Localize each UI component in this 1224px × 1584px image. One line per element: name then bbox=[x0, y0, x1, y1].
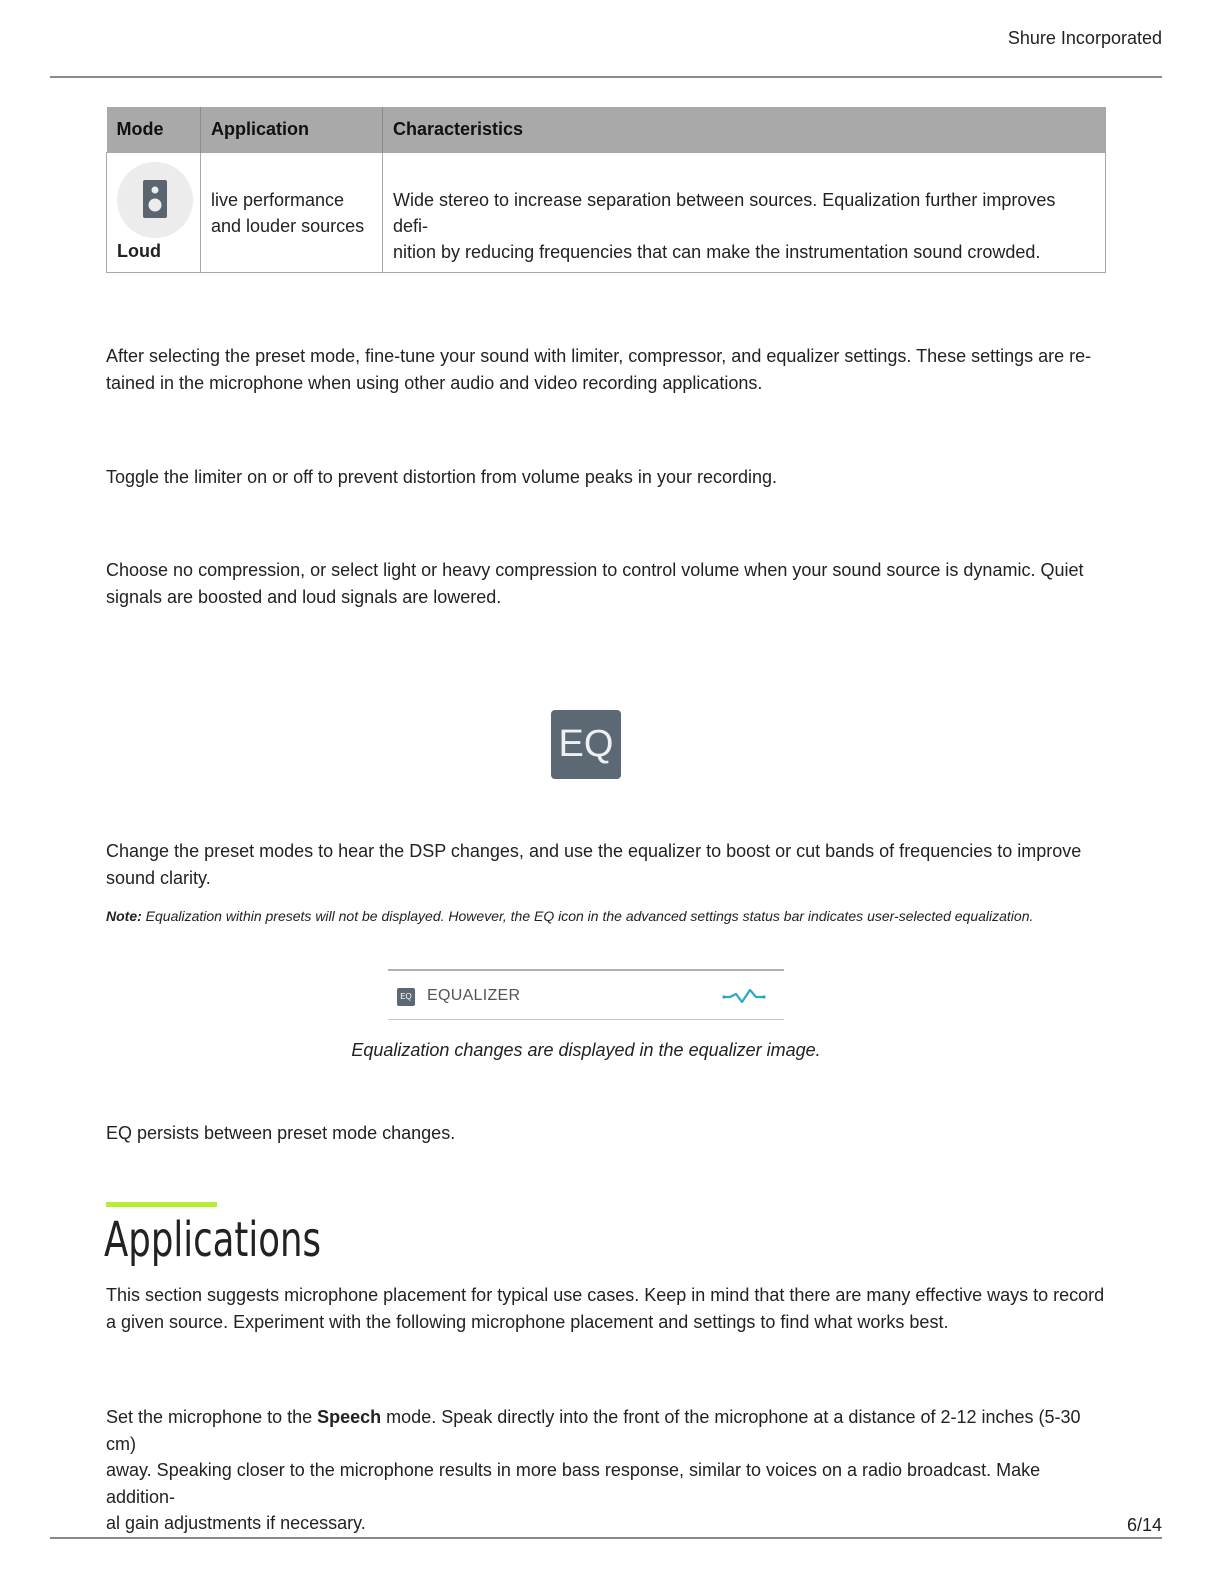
section-accent-bar bbox=[106, 1202, 217, 1207]
mode-label: Loud bbox=[117, 240, 161, 261]
paragraph-line: sound clarity. bbox=[106, 867, 211, 888]
applications-intro-paragraph bbox=[106, 1282, 1106, 1335]
section-heading: Applications bbox=[104, 1212, 321, 1268]
paragraph-line: tained in the microphone when using other audio and video recording applications. bbox=[106, 372, 763, 393]
table-row bbox=[107, 152, 1106, 272]
header-divider bbox=[50, 76, 1162, 78]
limiter-paragraph: Toggle the limiter on or off to prevent distortion from volume peaks in your recording. bbox=[106, 467, 778, 487]
table-header-characteristics: Characteristics bbox=[383, 107, 1106, 152]
paragraph-line: away. Speaking closer to the microphone results in more bass response, similar to voices on a radio broadcast. Make addition- bbox=[106, 1460, 1041, 1507]
equalizer-label: EQUALIZER bbox=[427, 987, 521, 1004]
application-cell bbox=[201, 152, 383, 272]
preset-finetune-paragraph bbox=[106, 343, 1106, 396]
eq-curve-icon bbox=[722, 985, 768, 1009]
mode-cell bbox=[107, 152, 201, 272]
paragraph-line bbox=[106, 1404, 1106, 1457]
company-name: Shure Incorporated bbox=[1007, 28, 1162, 48]
characteristics-cell bbox=[383, 152, 1106, 272]
mode-table bbox=[106, 107, 1106, 273]
note-text: Equalization within presets will not be displayed. However, the EQ icon in the advanced settings status bar indicates user-selected equalization. bbox=[145, 908, 1034, 924]
table-header-mode: Mode bbox=[107, 107, 201, 152]
eq-intro-paragraph bbox=[106, 838, 1106, 891]
note-label: Note: bbox=[106, 908, 142, 924]
text-span: Set the microphone to the bbox=[106, 1407, 318, 1427]
paragraph-line: a given source. Experiment with the following microphone placement and settings to find what works best. bbox=[106, 1311, 949, 1332]
figure-caption: Equalization changes are displayed in the equalizer image. bbox=[351, 1040, 821, 1060]
paragraph-line: al gain adjustments if necessary. bbox=[106, 1513, 366, 1533]
paragraph-line: After selecting the preset mode, fine-tune your sound with limiter, compressor, and equalizer settings. These settings are re- bbox=[106, 346, 1092, 366]
characteristics-line: nition by reducing frequencies that can make the instrumentation sound crowded. bbox=[393, 241, 1041, 262]
note bbox=[106, 907, 1116, 925]
paragraph-line: signals are boosted and loud signals are lowered. bbox=[106, 586, 502, 607]
eq-badge-icon: EQ bbox=[551, 710, 621, 779]
footer-divider bbox=[50, 1537, 1162, 1539]
speaker-icon bbox=[117, 162, 193, 238]
characteristics-line: Wide stereo to increase separation between sources. Equalization further improves defi- bbox=[393, 189, 1056, 236]
page-number: 6/14 bbox=[1126, 1515, 1162, 1535]
text-span: mode. Speak directly into the front of the microphone at a distance of 2-12 inches (5-30 cm) bbox=[106, 1407, 1081, 1454]
eq-persists-paragraph: EQ persists between preset mode changes. bbox=[106, 1123, 456, 1143]
speech-mode-name: Speech bbox=[317, 1407, 382, 1427]
application-line: live performance bbox=[211, 189, 345, 210]
paragraph-line: Change the preset modes to hear the DSP changes, and use the equalizer to boost or cut bands of frequencies to improve bbox=[106, 841, 1082, 861]
equalizer-status-bar bbox=[388, 969, 784, 1020]
paragraph-line: This section suggests microphone placement for typical use cases. Keep in mind that there are many effective ways to record bbox=[106, 1285, 1105, 1305]
table-header-application: Application bbox=[201, 107, 383, 152]
speech-paragraph bbox=[106, 1404, 1106, 1537]
eq-small-icon: EQ bbox=[397, 988, 415, 1006]
table-header-row bbox=[107, 107, 1106, 152]
paragraph-line: Choose no compression, or select light or heavy compression to control volume when your sound source is dynamic. Quiet bbox=[106, 560, 1084, 580]
compression-paragraph bbox=[106, 557, 1106, 610]
application-line: and louder sources bbox=[211, 215, 365, 236]
